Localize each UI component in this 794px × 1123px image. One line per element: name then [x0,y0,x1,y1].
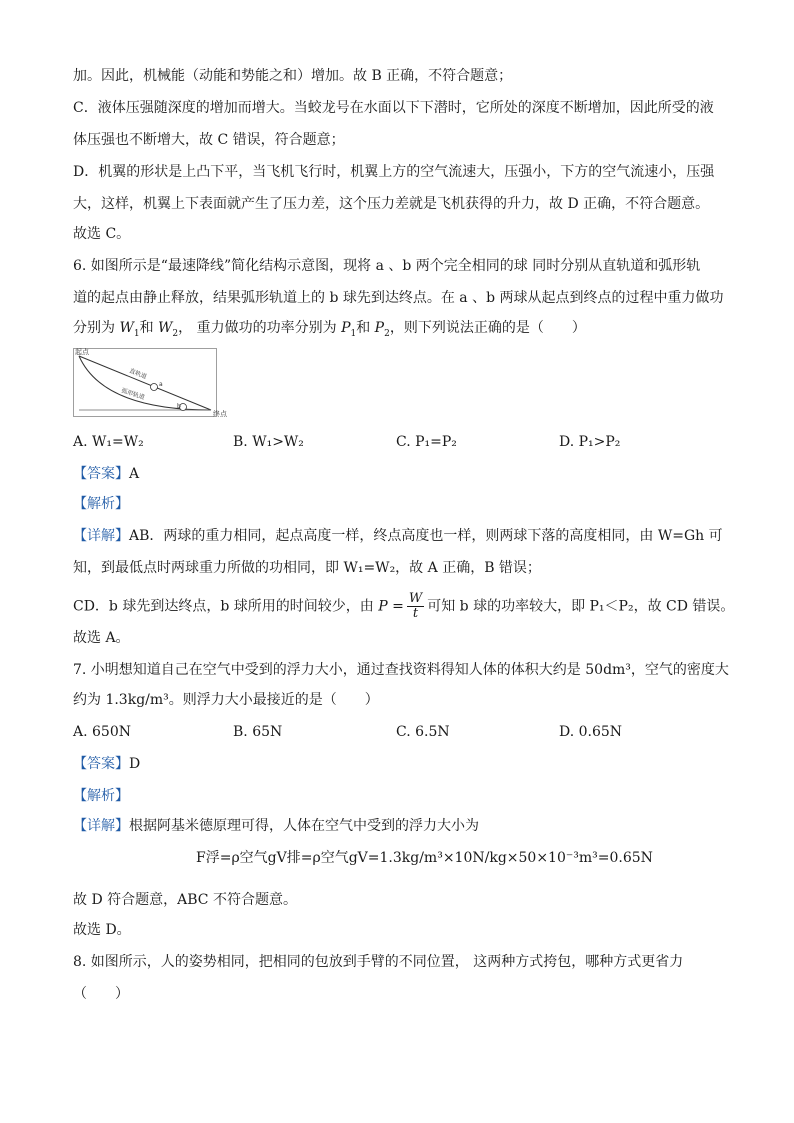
text-line: 故选 C。 [73,226,131,242]
q6-option-c: C. P₁=P₂ [396,434,457,450]
ball-a [151,384,158,391]
text-line: 体压强也不断增大，故 C 错误，符合题意； [73,132,345,148]
start-label: 起点 [75,348,89,356]
curved-track-label: 弧形轨道 [120,387,146,402]
q6-option-d: D. P₁>P₂ [559,434,621,450]
q7-option-c: C. 6.5N [396,724,450,740]
question-7-text: 约为 1.3kg/m³。则浮力大小最接近的是（ ） [73,692,379,708]
end-label: 终点 [213,410,227,418]
text-line: 大，这样，机翼上下表面就产生了压力差，这个压力差就是飞机获得的升力，故 D 正确，不符合题意。 [73,196,710,212]
buoyancy-formula: F浮=ρ空气gV排=ρ空气gV=1.3kg/m³×10N/kg×50×10⁻³m³=0.65N [196,850,653,866]
q6-detail-2: 知，到最低点时两球重力所做的功相同，即 W₁=W₂，故 A 正确，B 错误； [73,560,541,576]
q7-end: 故选 D。 [73,922,131,938]
q6-option-a: A. W₁=W₂ [73,434,144,450]
text-line: D．机翼的形状是上凸下平，当飞机飞行时，机翼上方的空气流速大，压强小，下方的空气流速小，压强 [73,164,715,180]
question-6-text: 6. 如图所示是“最速降线”简化结构示意图，现将 a 、b 两个完全相同的球 同时分别从直轨道和弧形轨 [73,258,701,274]
straight-track-label: 直轨道 [128,367,148,381]
text-line: 加。因此，机械能（动能和势能之和）增加。故 B 正确，不符合题意； [73,68,513,84]
q7-answer: 【答案】D [73,756,141,772]
question-7-text: 7. 小明想知道自己在空气中受到的浮力大小，通过查找资料得知人体的体积大约是 50dm³，空气的密度大 [73,662,729,678]
question-6-text: 分别为 $W_1$和 $W_2$， 重力做功的功率分别为 $P_1$和 $P_2$，则下列说法正确的是（ ） [73,320,586,339]
q7-detail-2: 故 D 符合题意，ABC 不符合题意。 [73,892,297,908]
q7-option-d: D. 0.65N [559,724,623,740]
q6-detail-1: 【详解】AB．两球的重力相同，起点高度一样，终点高度也一样，则两球下落的高度相同，由 W=Gh 可 [73,528,723,544]
q6-answer: 【答案】A [73,466,140,482]
question-8-text: （ ） [73,986,129,1002]
question-6-text: 道的起点由静止释放，结果弧形轨道上的 b 球先到达终点。在 a 、b 两球从起点到终点的过程中重力做功 [73,290,724,306]
q6-option-b: B. W₁>W₂ [233,434,304,450]
straight-track [79,356,211,410]
q7-option-a: A. 650N [73,724,131,740]
q6-analysis-label: 【解析】 [73,496,129,512]
brachistochrone-figure [73,348,233,420]
q7-option-b: B. 65N [233,724,283,740]
ball-a-label: a [159,381,163,388]
q6-end: 故选 A。 [73,630,130,646]
power-fraction: $\frac{W}{t}$ [408,591,423,621]
ball-b-label: b [177,403,181,410]
q7-detail-1: 【详解】根据阿基米德原理可得，人体在空气中受到的浮力大小为 [73,818,479,834]
text-line: C．液体压强随深度的增加而增大。当蛟龙号在水面以下下潜时，它所处的深度不断增加，因此所受的液 [73,100,714,116]
q6-detail-3: CD．b 球先到达终点，b 球所用的时间较少，由 P = $\frac{W}{t}$ 可知 b 球的功率较大，即 P₁＜P₂，故 CD 错误。 [73,591,735,621]
question-8-text: 8. 如图所示，人的姿势相同，把相同的包放到手臂的不同位置， 这两种方式挎包，哪种方式更省力 [73,954,684,970]
q7-analysis-label: 【解析】 [73,788,129,804]
